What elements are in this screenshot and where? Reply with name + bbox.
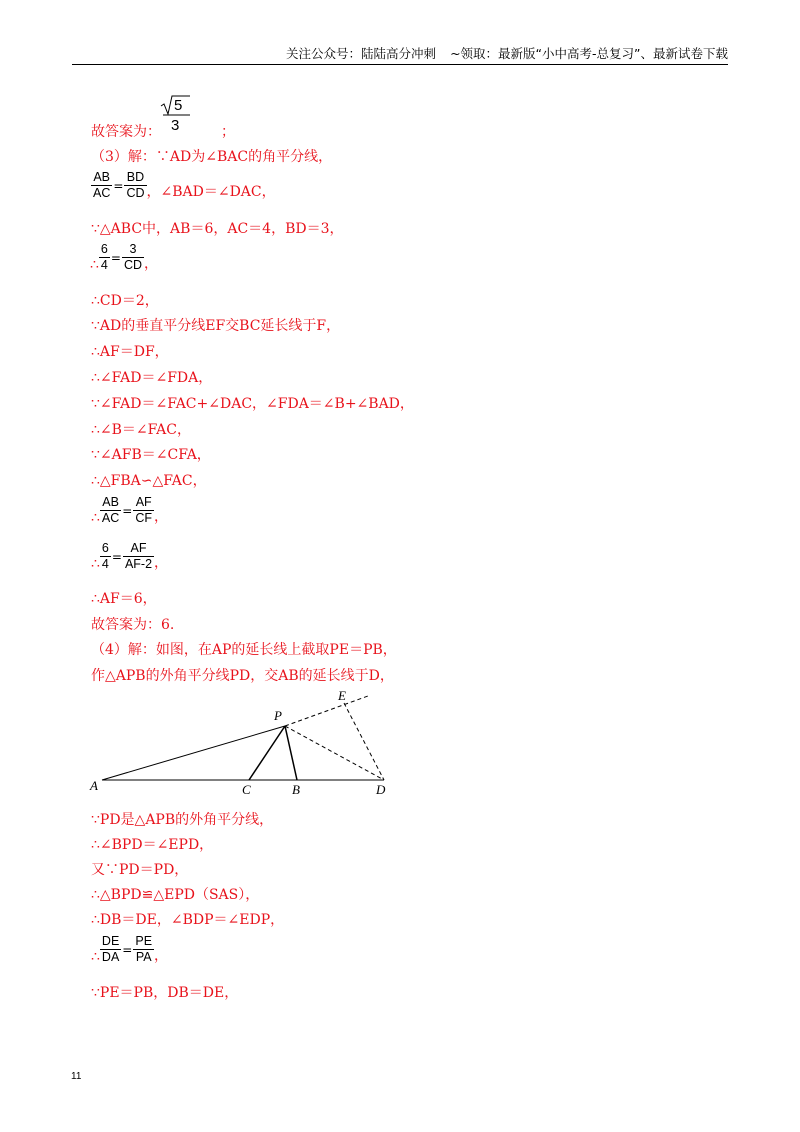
equals-sign: = <box>122 503 133 518</box>
label-P: P <box>274 708 282 723</box>
p3-line-8: ∴∠B＝∠FAC， <box>91 422 191 438</box>
math-text: 4 <box>100 258 108 272</box>
label-A: A <box>90 778 98 793</box>
math-text: ， <box>154 555 169 571</box>
equals-sign: = <box>122 942 133 957</box>
math-text: ∴ <box>91 556 100 572</box>
answer-tail: ； <box>221 124 235 140</box>
fraction <box>124 170 146 201</box>
math-text: AB <box>91 170 112 186</box>
p3-line-12: 故答案为：6. <box>91 617 175 633</box>
p3-line-9: ∵∠AFB＝∠CFA， <box>91 447 211 463</box>
page-number: 11 <box>71 1071 82 1082</box>
math-text: AB <box>100 495 121 511</box>
p3-line-3: ∴CD＝2， <box>91 293 159 309</box>
p3-line-5: ∴AF＝DF， <box>91 344 169 360</box>
p4-fraction-1 <box>91 934 168 965</box>
p4-line-7: ∴DB＝DE，∠BDP＝∠EDP， <box>91 912 285 928</box>
math-text: 6 <box>101 541 109 555</box>
math-text: 3 <box>122 242 144 258</box>
geometry-figure <box>80 686 400 801</box>
p3-fraction-3 <box>91 495 168 526</box>
p3-line-10: ∴△FBA∽△FAC， <box>91 473 207 489</box>
p3-line-4: ∵AD的垂直平分线EF交BC延长线于F， <box>91 318 341 334</box>
fraction <box>133 495 154 526</box>
p3-fraction-4 <box>91 541 168 572</box>
math-text: AF <box>133 495 154 511</box>
math-text: AC <box>101 511 120 525</box>
fraction <box>122 242 144 273</box>
math-text: DE <box>101 934 120 948</box>
answer-prefix: 故答案为： <box>91 124 161 140</box>
p3-line-1: （3）解：∵AD为∠BAC的角平分线， <box>91 149 333 165</box>
segment-PC <box>249 726 285 780</box>
p3-line-6: ∴∠FAD＝∠FDA， <box>91 370 213 386</box>
p3-fraction-2 <box>91 242 158 273</box>
p4-line-5: 又∵PD＝PD， <box>91 862 189 878</box>
math-text: CF <box>135 511 153 525</box>
header-right: ~领取：最新版“小中高考-总复习”、最新试卷下载 <box>450 46 728 61</box>
equals-sign: = <box>113 178 124 193</box>
math-text: CD <box>126 186 145 200</box>
fraction <box>100 541 111 572</box>
math-text: AF-2 <box>124 557 153 571</box>
p3-line-11: ∴AF＝6， <box>91 591 157 607</box>
equals-sign: = <box>110 250 121 265</box>
fraction <box>91 170 112 201</box>
answer-line-2 <box>91 121 235 141</box>
fraction <box>123 541 154 572</box>
math-text: PE <box>135 934 153 948</box>
sqrt-denominator: 3 <box>171 117 180 134</box>
math-text: ， <box>144 256 158 272</box>
math-text: ∴ <box>90 257 99 273</box>
segment-AP <box>102 726 285 780</box>
p4-line-6: ∴△BPD≌△EPD（SAS）， <box>91 887 260 903</box>
segment-PE-dashed <box>285 696 368 726</box>
label-E: E <box>338 688 346 703</box>
label-D: D <box>376 782 386 797</box>
segment-PB <box>285 726 297 780</box>
math-text: ∴ <box>91 949 100 965</box>
segment-ED-dashed <box>344 703 384 780</box>
fraction <box>99 242 110 273</box>
header-left: 关注公众号：陆陆高分冲刺 <box>286 46 437 61</box>
math-text: 6 <box>100 242 108 256</box>
math-text: DA <box>101 950 120 964</box>
math-text: ，∠BAD＝∠DAC， <box>146 184 276 200</box>
page-header <box>72 44 728 65</box>
p4-line-2: 作△APB的外角平分线PD，交AB的延长线于D， <box>91 668 394 684</box>
label-C: C <box>242 782 251 797</box>
segment-PD-dashed <box>285 726 384 780</box>
equals-sign: = <box>111 549 122 564</box>
math-text: ∴ <box>91 510 100 526</box>
math-text: ， <box>154 509 169 525</box>
math-text: ， <box>154 948 169 964</box>
math-text: AF <box>123 541 154 557</box>
sqrt-radicand: 5 <box>174 97 183 114</box>
math-text: PA <box>135 950 152 964</box>
fraction <box>133 934 154 965</box>
fraction <box>100 934 121 965</box>
p4-line-3: ∵PD是△APB的外角平分线， <box>91 812 274 828</box>
math-text: CD <box>123 258 142 272</box>
math-text: BD <box>124 170 146 186</box>
math-text: 4 <box>101 557 109 571</box>
math-text: AC <box>93 186 111 200</box>
p3-line-2: ∵△ABC中，AB＝6，AC＝4，BD＝3， <box>91 221 344 237</box>
p4-line-8: ∵PE＝PB，DB＝DE， <box>91 985 239 1001</box>
label-B: B <box>292 782 300 797</box>
p3-fraction-1 <box>91 170 276 201</box>
p4-line-4: ∴∠BPD＝∠EPD， <box>91 837 214 853</box>
fraction <box>100 495 121 526</box>
p3-line-7: ∵∠FAD＝∠FAC+∠DAC，∠FDA＝∠B+∠BAD， <box>91 396 414 412</box>
p4-line-1: （4）解：如图，在AP的延长线上截取PE＝PB， <box>91 642 397 658</box>
